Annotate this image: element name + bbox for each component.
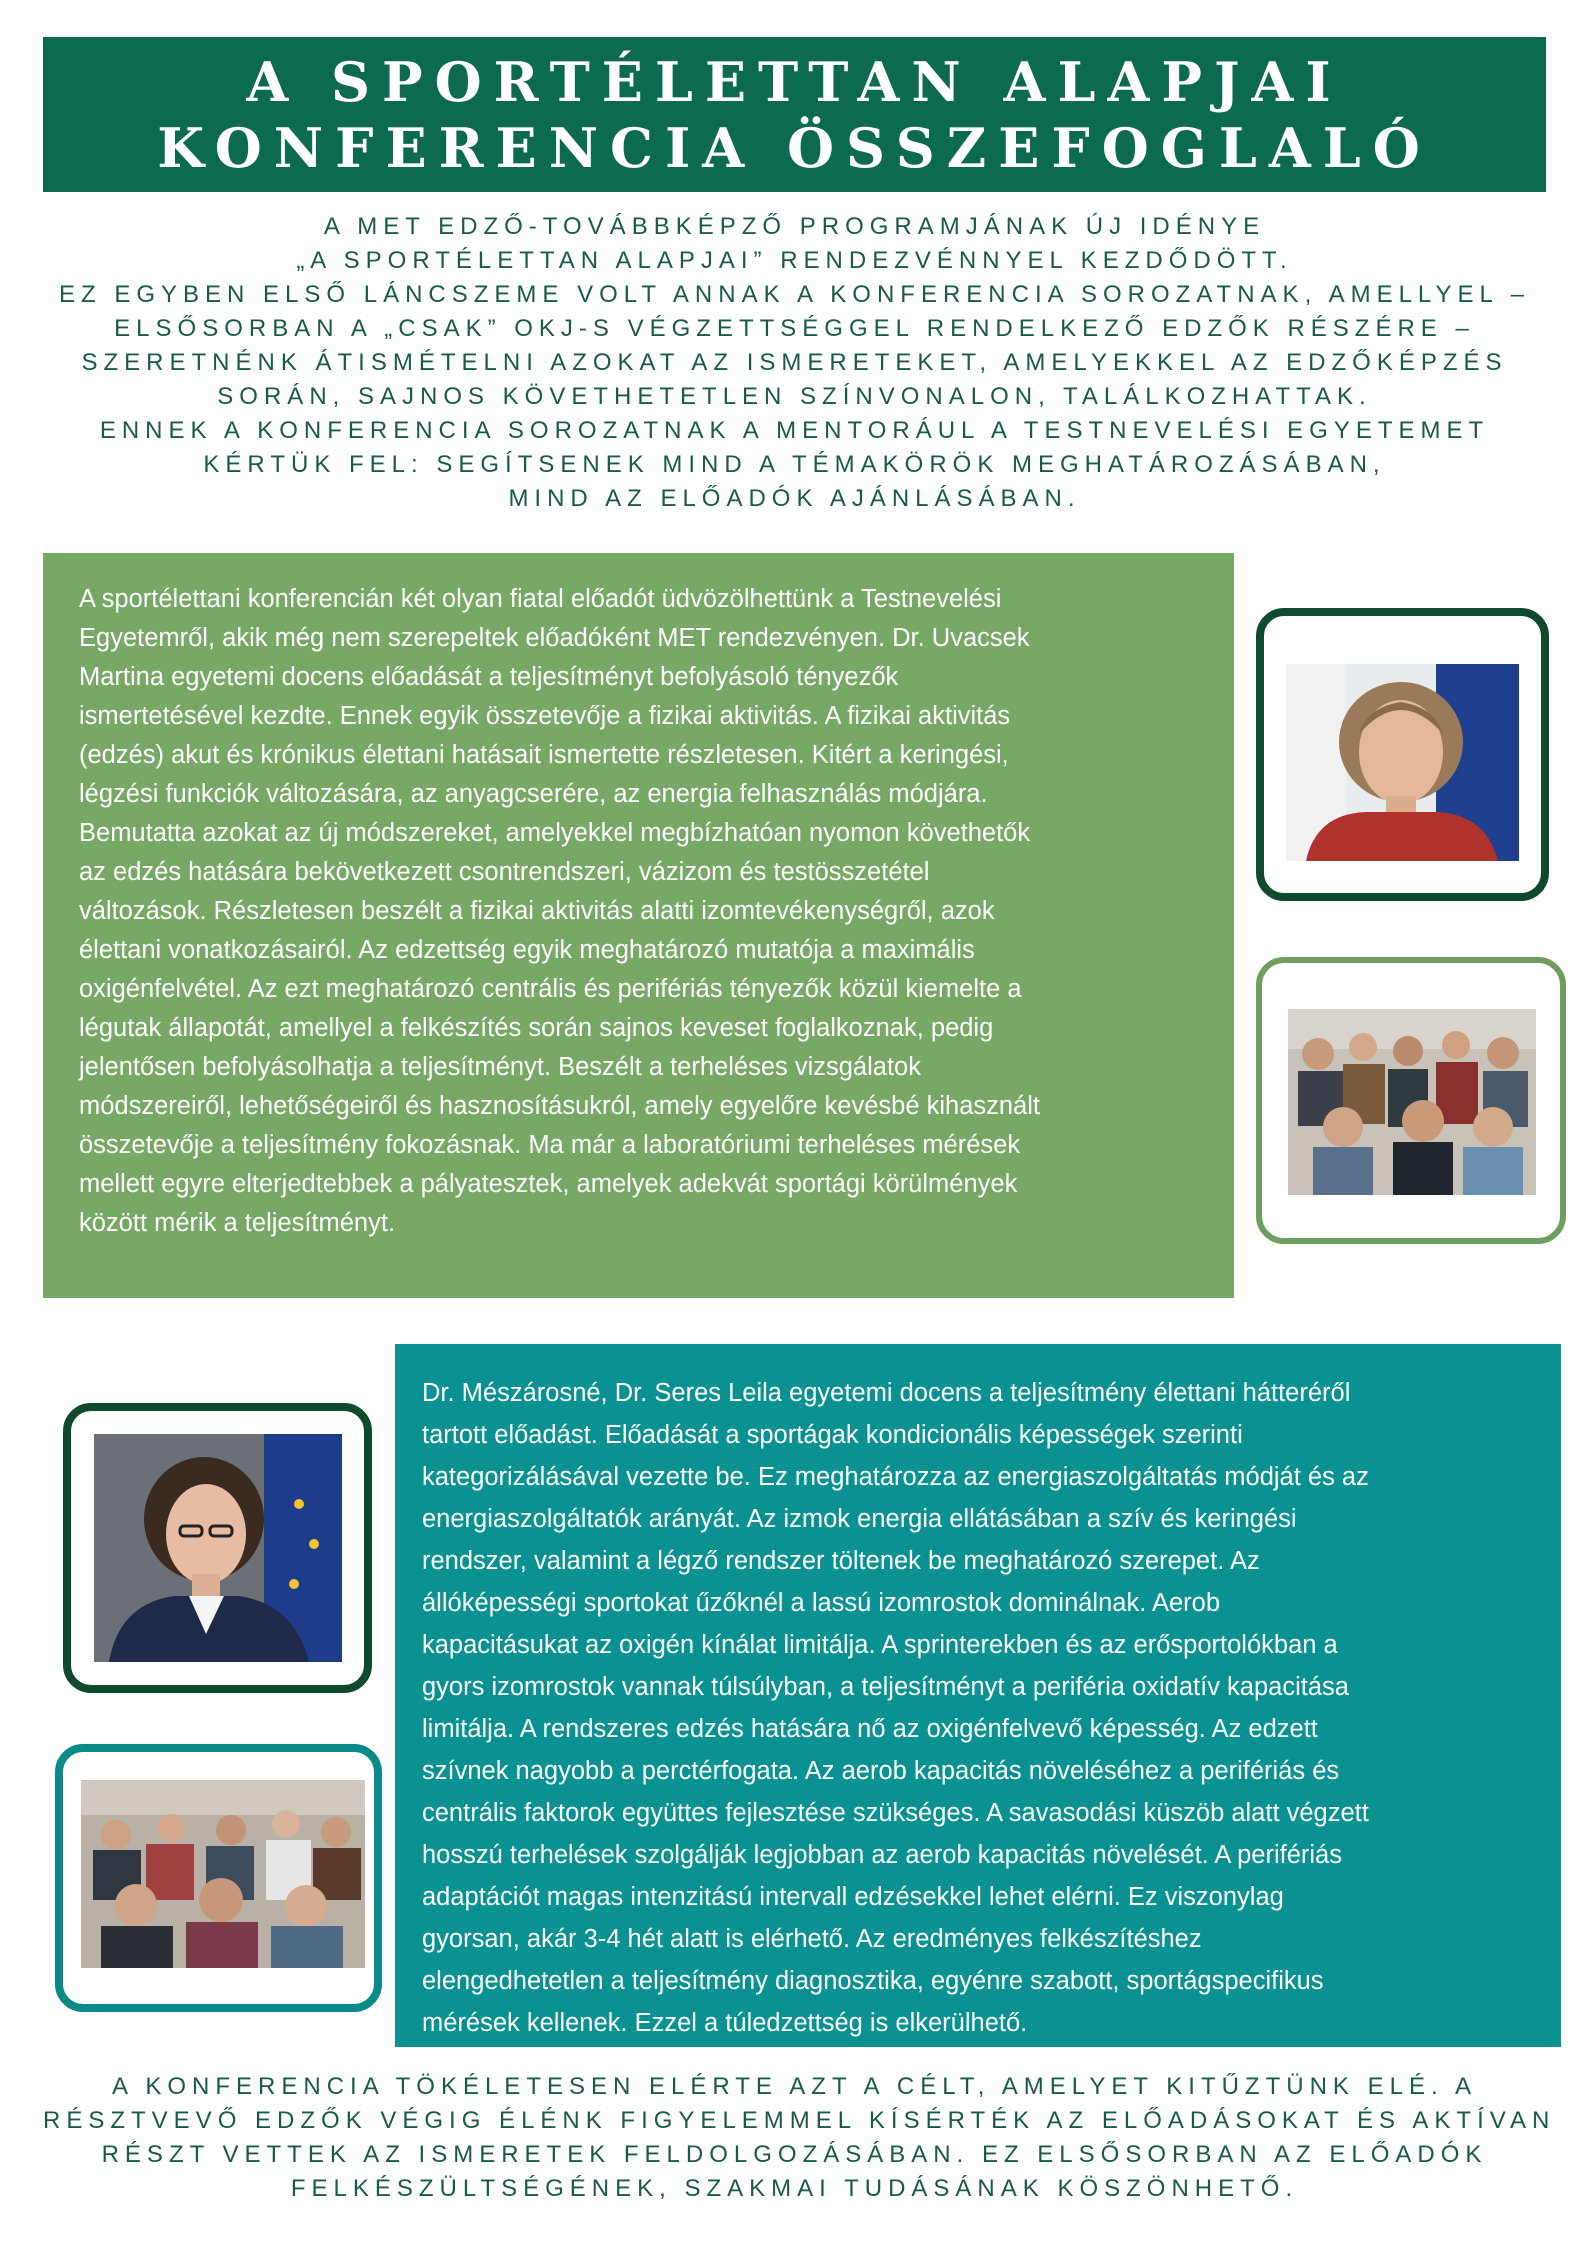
intro-line: SORÁN, SAJNOS KÖVETHETETLEN SZÍNVONALON, TALÁLKOZHATTAK.: [217, 383, 1372, 410]
section-2-line: adaptációt magas intenzitású intervall edzésekkel lehet elérni. Ez viszonylag: [422, 1883, 1284, 1911]
section-1-line: élettani vonatkozásairól. Az edzettség egyik meghatározó mutatója a maximális: [79, 936, 975, 964]
section-1-line: légutak állapotát, amellyel a felkészítés során sajnos keveset foglalkoznak, pedig: [79, 1014, 994, 1042]
section-2-line: Dr. Mészárosné, Dr. Seres Leila egyetemi docens a teljesítmény élettani hátteréről: [422, 1379, 1351, 1407]
intro-paragraph: [43, 210, 1546, 516]
audience-photo-1: [1288, 1009, 1536, 1195]
intro-line: A MET EDZŐ-TOVÁBBKÉPZŐ PROGRAMJÁNAK ÚJ IDÉNYE: [323, 213, 1266, 240]
section-1-line: jelentősen befolyásolhatja a teljesítményt. Beszélt a terheléses vizsgálatok: [79, 1053, 921, 1081]
section-2-line: kapacitásukat az oxigén kínálat limitálja. A sprinterekben és az erősportolókban a: [422, 1631, 1338, 1659]
section-2-line: rendszer, valamint a légző rendszer töltenek be meghatározó szerepet. Az: [422, 1547, 1260, 1575]
closing-line: FELKÉSZÜLTSÉGÉNEK, SZAKMAI TUDÁSÁNAK KÖSZÖNHETŐ.: [290, 2175, 1299, 2202]
section-1-line: Bemutatta azokat az új módszereket, amelyekkel megbízhatóan nyomon követhetők: [79, 819, 1031, 847]
section-2-line: tartott előadást. Előadását a sportágak kondicionális képességek szerinti: [422, 1421, 1243, 1449]
audience-photo-2: [81, 1780, 365, 1968]
section-2-line: állóképességi sportokat űzőknél a lassú izomrostok dominálnak. Aerob: [422, 1589, 1221, 1617]
title-banner: [43, 37, 1546, 192]
section-2-line: gyors izomrostok vannak túlsúlyban, a teljesítményt a periféria oxidatív kapacitása: [422, 1673, 1349, 1701]
section-2-line: elengedhetetlen a teljesítmény diagnosztika, egyénre szabott, sportágspecifikus: [422, 1967, 1324, 1995]
title-line-1: A SPORTÉLETTAN ALAPJAI: [246, 49, 1343, 114]
section-1-line: összetevője a teljesítmény fokozásnak. Ma már a laboratóriumi terheléses mérések: [79, 1131, 1021, 1159]
section-2-line: centrális faktorok együttes fejlesztése szükséges. A savasodási küszöb alatt végzett: [422, 1799, 1369, 1827]
audience-photo-1-frame: [1256, 957, 1566, 1244]
section-1-line: között mérik a teljesítményt.: [79, 1209, 396, 1237]
section-1-line: az edzés hatására bekövetkezett csontrendszeri, vázizom és testösszetétel: [79, 858, 930, 886]
section-2-line: gyorsan, akár 3-4 hét alatt is elérhető. Az eredményes felkészítéshez: [422, 1925, 1202, 1953]
section-2-line: energiaszolgáltatók arányát. Az izmok energia ellátásában a szív és keringési: [422, 1505, 1297, 1533]
audience-photo-2-frame: [55, 1744, 382, 2012]
section-2-line: mérések kellenek. Ezzel a túledzettség is elkerülhető.: [422, 2009, 1028, 2037]
section-1-line: módszereiről, lehetőségeiről és hasznosításukról, amely egyelőre kevésbé kihasznált: [79, 1092, 1040, 1120]
speaker-2-photo-frame: [63, 1403, 372, 1693]
closing-line: A KONFERENCIA TÖKÉLETESEN ELÉRTE AZT A CÉLT, AMELYET KITŰZTÜNK ELÉ. A: [112, 2073, 1477, 2100]
section-1-line: ismertetésével kezdte. Ennek egyik összetevője a fizikai aktivitás. A fizikai aktivitás: [79, 702, 1011, 730]
section-2-line: szívnek nagyobb a perctérfogata. Az aerob kapacitás növeléséhez a perifériás és: [422, 1757, 1340, 1785]
section-2-text-box: [395, 1344, 1561, 2047]
speaker-2-photo: [94, 1434, 342, 1662]
speaker-1-photo-frame: [1256, 608, 1549, 901]
speaker-1-photo: [1286, 664, 1519, 861]
closing-paragraph: [43, 2070, 1556, 2206]
section-1-line: mellett egyre elterjedtebbek a pályatesztek, amelyek adekvát sportági körülmények: [79, 1170, 1018, 1198]
section-2-line: limitálja. A rendszeres edzés hatására nő az oxigénfelvevő képesség. Az edzett: [422, 1715, 1318, 1743]
closing-line: RÉSZTVEVŐ EDZŐK VÉGIG ÉLÉNK FIGYELEMMEL KÍSÉRTÉK AZ ELŐADÁSOKAT ÉS AKTÍVAN: [43, 2107, 1556, 2134]
intro-line: ELSŐSORBAN A „CSAK” OKJ-S VÉGZETTSÉGGEL RENDELKEZŐ EDZŐK RÉSZÉRE –: [114, 315, 1475, 342]
intro-line: „A SPORTÉLETTAN ALAPJAI” RENDEZVÉNNYEL KEZDŐDÖTT.: [296, 247, 1293, 274]
section-2-line: kategorizálásával vezette be. Ez meghatározza az energiaszolgáltatás módját és az: [422, 1463, 1369, 1491]
section-1-line: (edzés) akut és krónikus élettani hatásait ismertette részletesen. Kitért a keringési,: [79, 741, 1009, 769]
section-1-text-box: [43, 553, 1234, 1298]
intro-line: ENNEK A KONFERENCIA SOROZATNAK A MENTORÁUL A TESTNEVELÉSI EGYETEMET: [99, 417, 1490, 444]
title-line-2: KONFERENCIA ÖSSZEFOGLALÓ: [157, 115, 1432, 180]
section-2-line: hosszú terhelések szolgálják legjobban az aerob kapacitás növelését. A perifériás: [422, 1841, 1342, 1869]
closing-line: RÉSZT VETTEK AZ ISMERETEK FELDOLGOZÁSÁBAN. EZ ELSŐSORBAN AZ ELŐADÓK: [101, 2141, 1488, 2168]
section-1-line: Egyetemről, akik még nem szerepeltek előadóként MET rendezvényen. Dr. Uvacsek: [79, 624, 1030, 652]
section-1-line: Martina egyetemi docens előadását a teljesítményt befolyásoló tényezők: [79, 663, 899, 691]
section-1-line: légzési funkciók változására, az anyagcserére, az energia felhasználás módjára.: [79, 780, 988, 808]
intro-line: EZ EGYBEN ELSŐ LÁNCSZEME VOLT ANNAK A KONFERENCIA SOROZATNAK, AMELLYEL –: [59, 281, 1530, 308]
intro-line: SZERETNÉNK ÁTISMÉTELNI AZOKAT AZ ISMERETEKET, AMELYEKKEL AZ EDZŐKÉPZÉS: [81, 349, 1508, 376]
intro-line: MIND AZ ELŐADÓK AJÁNLÁSÁBAN.: [508, 485, 1081, 512]
intro-line: KÉRTÜK FEL: SEGÍTSENEK MIND A TÉMAKÖRÖK MEGHATÁROZÁSÁBAN,: [203, 451, 1386, 478]
section-1-line: oxigénfelvétel. Az ezt meghatározó centrális és perifériás tényezők közül kiemelte a: [79, 975, 1022, 1003]
section-1-line: változások. Részletesen beszélt a fizikai aktivitás alatti izomtevékenységről, azok: [79, 897, 995, 925]
section-1-line: A sportélettani konferencián két olyan fiatal előadót üdvözölhettünk a Testnevelési: [79, 585, 1002, 613]
